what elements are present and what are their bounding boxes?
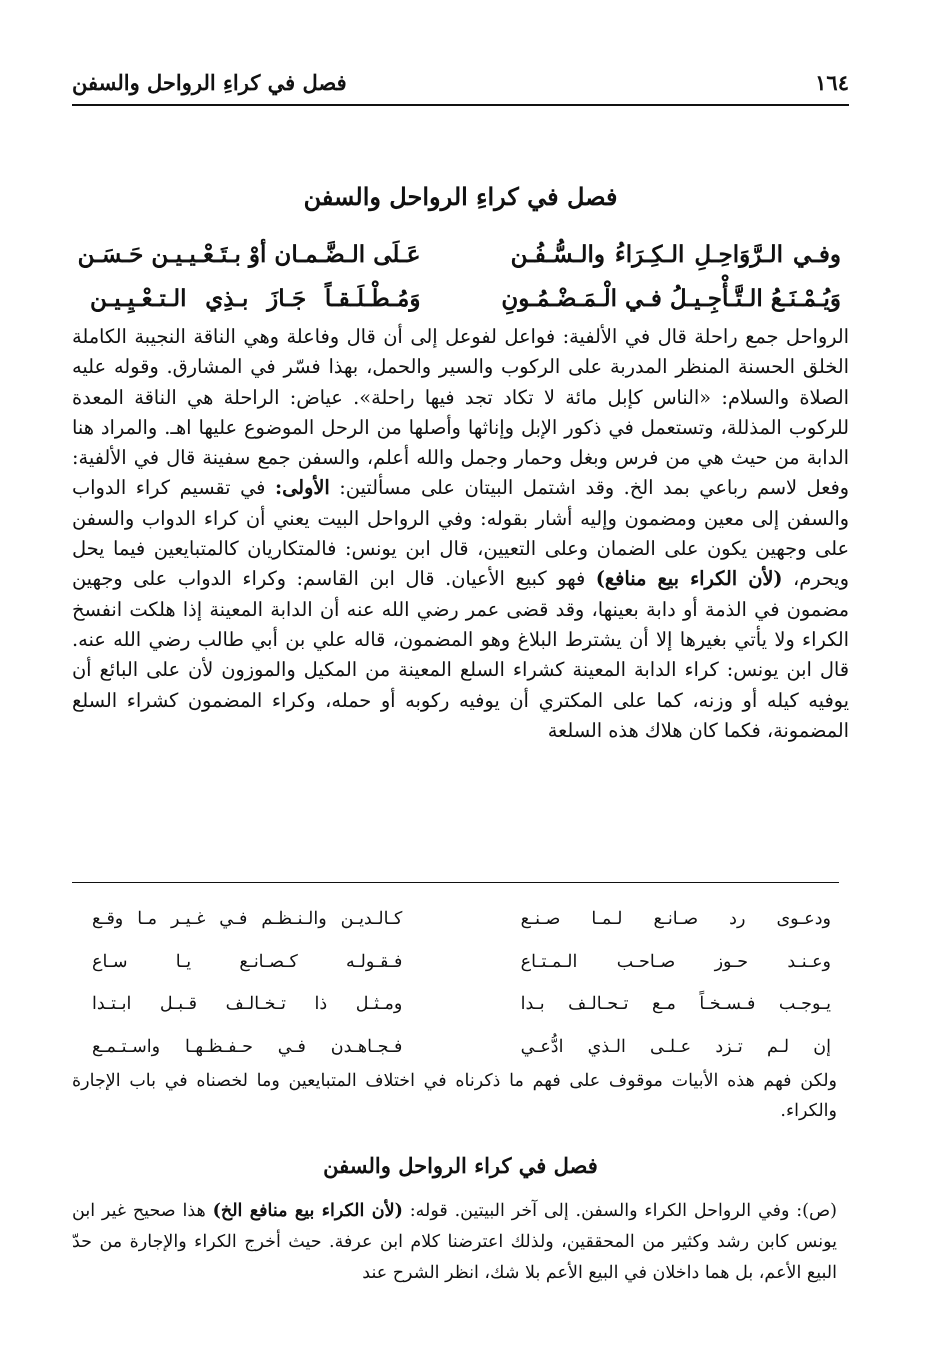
verse-hemistich-right: ودعـوى رد صـانـع لـمـا صـنـع xyxy=(520,909,831,930)
section-title: فصل في كراء الرواحل والسفن xyxy=(323,1153,598,1178)
verse-hemistich-left: وَمُـطْـلَـقـاً جَـازَ بـذِي الـتـعْـيِـيـن xyxy=(90,284,421,312)
verse-line xyxy=(90,276,841,320)
footnote-verses xyxy=(92,898,831,1068)
commentary-body xyxy=(72,322,849,746)
verse-hemistich-left: كـالـديـن والـنـظـم فـي غـيـر مـا وقـع xyxy=(92,909,403,930)
footnote-verse-line xyxy=(92,1026,831,1069)
verse-hemistich-left: عَـلَى الـضَّـمـان أوْ بـتَـعْـيـيـن حَـسَـن xyxy=(77,240,421,268)
running-title: فصل في كراءِ الرواحل والسفن xyxy=(72,69,347,95)
footnote-prose: ولكن فهم هذه الأبيات موقوف على فهم ما ذكرناه في اختلاف المتبايعين وما لخصناه في باب الإجارة والكراء. xyxy=(72,1071,837,1121)
body-segment: الرواحل جمع راحلة قال في الألفية: فواعل لفوعل إلى أن قال وفاعلة وهي الناقة النجيبة الكاملة الخلق الحسنة المنظر المدربة على الركوب والسير والحمل، بهذا فسّر في المشارق. وقوله عليه الصلاة والسلام: «الناس كإبل مائة لا تكاد تجد فيها راحلة». عياض: الراحلة هي الناقة المعدة للركوب المذللة، وتستعمل في ذكور الإبل وإناثها وأصلها من الرحل الموضوع عليها اهـ. والمراد هنا الدابة من حيث هي من فرس وبغل وحمار وجمل والله أعلم، والسفن جمع سفينة قال في الألفية: وفعل لاسم رباعي بمد الخ. وقد اشتمل البيتان على مسألتين: xyxy=(72,325,849,500)
body-segment: فهو كبيع الأعيان. قال ابن القاسم: وكراء الدواب على وجهين مضمون في الذمة أو دابة بعينها، وقد قضى عمر رضي الله عنه أن الدابة المعينة إذا هلكت انفسخ الكراء ولا يأتي بغيرها إلا أن يشترط البلاغ وهو المضمون، قاله علي بن أبي طالب رضي الله عنه. قال ابن يونس: كراء الدابة المعينة كشراء السلع المعينة من المكيل والموزون لأن على البائع أن يوفيه كيله أو وزنه، كما على المكتري أن يوفيه ركوبه أو حمله، وكراء المضمون كشراء السلع المضمونة، فكما كان هلاك هذه السلعة xyxy=(72,567,849,742)
body-bold-quote: (لأن الكراء بيع منافع) xyxy=(595,567,783,591)
section-segment: هذا صحيح غير ابن يونس كابن رشد وكثير من المحققين، ولذلك اعترضنا كلام ابن عرفة. حيث أخرج الكراء والإجارة من حدّ البيع الأعم، بل هما داخلان في البيع الأعم بلا شك، انظر الشرح عند xyxy=(72,1201,837,1283)
verse-hemistich-left: فـجـاهـدن فـي حـفـظـهـا واسـتـمـع xyxy=(92,1036,403,1057)
section-segment: (ص): وفي الرواحل الكراء والسفن. إلى آخر البيتين. قوله: xyxy=(409,1201,837,1221)
verse-block xyxy=(77,232,841,320)
footnote-verse-line xyxy=(92,898,831,941)
verse-hemistich-right: وَيُـمْـنَـعُ الـتَّـأْجِـيـلُ فـي الْـمَـضْـمُـونِ xyxy=(501,284,841,312)
footnote-rule xyxy=(72,882,839,883)
verse-hemistich-left: ومـثـل ذا تـخـالـف قـبـل ابـتـدا xyxy=(92,994,403,1015)
body-bold-term: الأولى: xyxy=(274,476,330,500)
chapter-title: فصل في كراءِ الرواحل والسفن xyxy=(303,182,618,211)
body-segment: في تقسيم كراء الدواب والسفن إلى معين ومضمون وإليه أشار بقوله: وفي الرواحل البيت يعني أن كراء الدواب والسفن على وجهين يكون على الضمان وعلى التعيين، قال ابن يونس: فالمتكاريان كالمتبايعين فيما يحل ويحرم، xyxy=(72,476,849,591)
page-number: ١٦٤ xyxy=(815,69,849,95)
footnote-verse-line xyxy=(92,983,831,1026)
verse-hemistich-left: فـقـولـه كـصـانـع يـا سـاع xyxy=(92,951,403,972)
section-text xyxy=(72,1196,837,1289)
verse-hemistich-right: وفـي الـرَّوَاحِـلِ الـكِـرَاءُ والـسُّـفُـن xyxy=(510,240,841,268)
section-bold-quote: (لأن الكراء بيع منافع الخ) xyxy=(212,1201,403,1221)
verse-hemistich-right: يـوجـب فـسـخـاً مـع تـحـالـف بـدا xyxy=(520,994,831,1015)
header-rule xyxy=(72,104,849,106)
footnote-verse-line xyxy=(92,941,831,984)
verse-hemistich-right: إن لـم تـزد عـلـى الـذي ادُّعـي xyxy=(520,1036,831,1057)
verse-hemistich-right: وعـنـد حـوز صـاحـب الـمـتـاع xyxy=(520,951,831,972)
page-header xyxy=(72,62,849,102)
verse-line xyxy=(77,232,841,276)
